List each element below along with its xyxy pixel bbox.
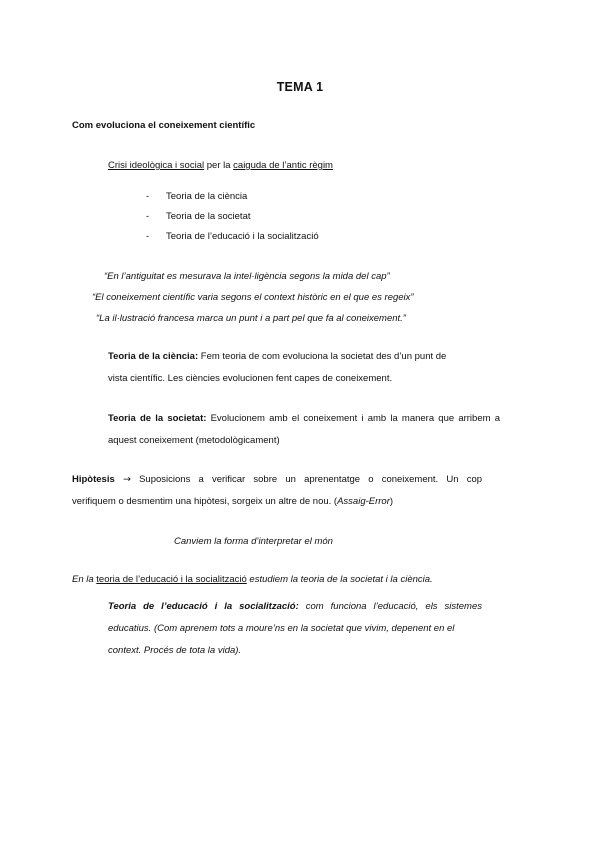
ciencia-text-1: Fem teoria de com evoluciona la societat des d’un punt de (198, 351, 447, 362)
arrow-right-icon: → (122, 474, 131, 485)
ciencia-text-2: vista científic. Les ciències evolucionen fent capes de coneixement. (108, 373, 393, 384)
ciencia-term: Teoria de la ciència: (108, 351, 199, 362)
list-item-label: Teoria de l’educació i la socialització (166, 231, 319, 242)
crisis-underlined: Crisi ideològica i social (108, 160, 205, 171)
quote: “El coneixement científic varia segons el context històric en el que es regeix” (92, 292, 414, 303)
section-heading: Com evoluciona el coneixement científic (72, 120, 256, 131)
crisis-connector: per la (204, 160, 234, 171)
list-bullet: - (146, 211, 150, 222)
list-bullet: - (146, 191, 150, 202)
list-bullet: - (146, 231, 150, 242)
ciencia-paragraph (108, 346, 500, 390)
list-item (146, 231, 319, 242)
educacio-text-2: educatius. (Com aprenem tots a moure’ns en la societat que vivim, depenent en el (108, 623, 455, 634)
educacio-paragraph (108, 596, 482, 662)
crisis-line (108, 160, 333, 171)
societat-text-2: aquest coneixement (metodològicament) (108, 435, 280, 446)
educacio-term: Teoria de l’educació i la socialització: (108, 601, 299, 612)
societat-text-1: Evolucionem amb el coneixement i amb la manera que arribem a (206, 413, 500, 424)
educacio-intro-link: teoria de l’educació i la socialització (96, 574, 247, 585)
quote: “La il·lustració francesa marca un punt i a part pel que fa al coneixement.” (96, 313, 406, 324)
educacio-intro-post: estudiem la teoria de la societat i la ciència. (246, 574, 433, 585)
educacio-text-3: context. Procés de tota la vida). (108, 645, 242, 656)
hipotesi-term: Hipòtesis (72, 474, 115, 485)
list-item-label: Teoria de la ciència (166, 191, 248, 202)
educacio-intro-pre: En la (72, 574, 97, 585)
assaig-error: Assaig-Error (337, 496, 390, 507)
societat-paragraph (108, 408, 500, 452)
hipotesi-text-end: ) (389, 496, 394, 507)
hipotesi-text-2: verifiquem o desmentim una hipòtesi, sorgeix un altre de nou. ( (72, 496, 338, 507)
canviem-line: Canviem la forma d’interpretar el món (174, 536, 333, 547)
hipotesi-paragraph (72, 469, 482, 513)
educacio-intro (72, 574, 433, 585)
educacio-text-1: com funciona l’educació, els sistemes (298, 601, 483, 612)
crisis-regim: caiguda de l’antic règim (233, 160, 333, 171)
list-item-label: Teoria de la societat (166, 211, 251, 222)
page-title: TEMA 1 (276, 80, 324, 94)
societat-term: Teoria de la societat: (108, 413, 207, 424)
hipotesi-text-1: Suposicions a verificar sobre un aprenentatge o coneixement. Un cop (130, 474, 483, 485)
quote: “En l’antiguitat es mesurava la intel·ligència segons la mida del cap” (104, 271, 390, 282)
list-item (146, 191, 247, 202)
list-item (146, 211, 251, 222)
